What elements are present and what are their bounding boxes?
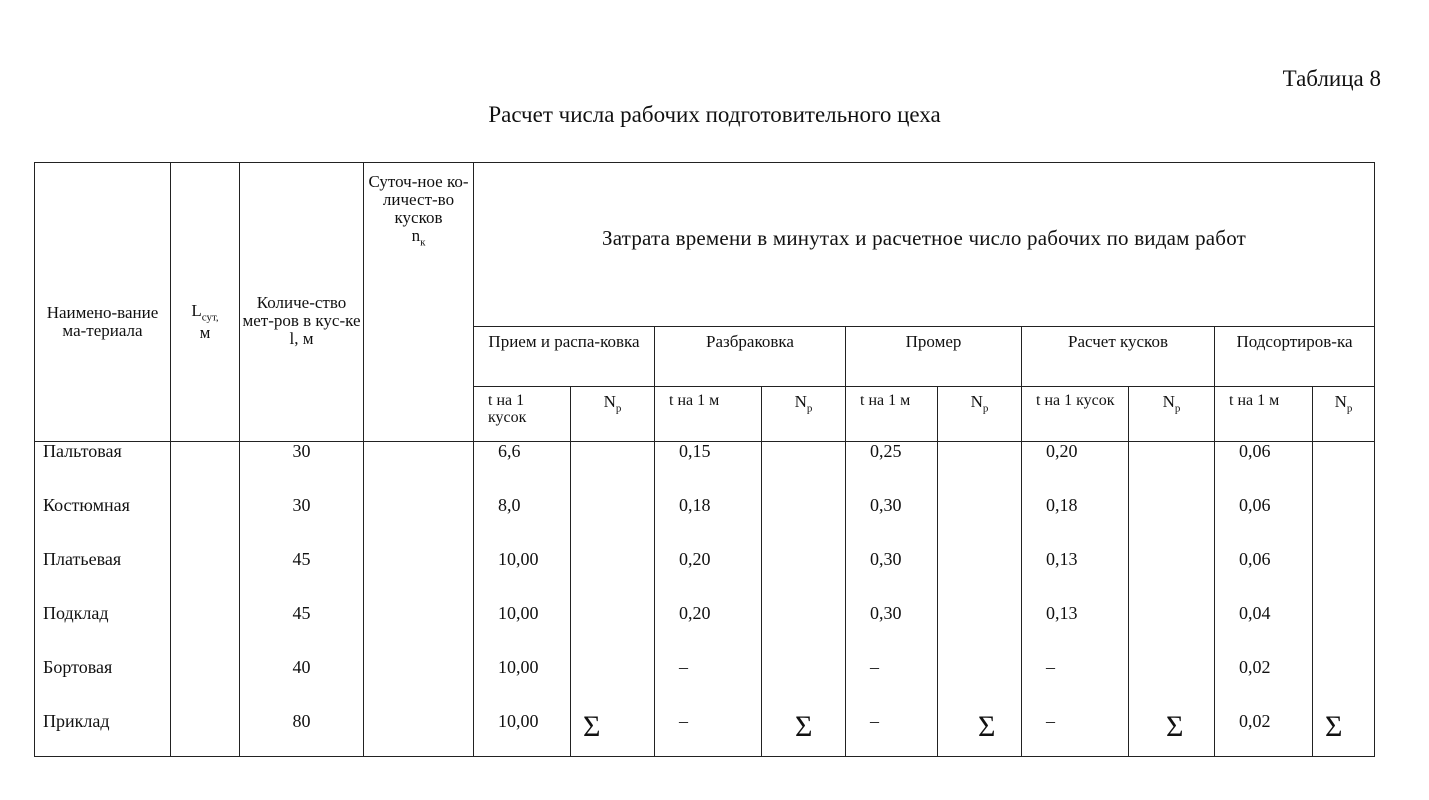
np-subscript: р xyxy=(615,402,622,415)
t-sorting: 0,06 xyxy=(1215,442,1313,497)
lsut-cell xyxy=(171,658,240,712)
header-meters-label: Количе-ство мет-ров в кус-ке l, м xyxy=(242,293,361,348)
material-name: Пальтовая xyxy=(35,442,171,497)
header-lsut-unit: м xyxy=(199,323,211,343)
pieces-cell xyxy=(364,658,474,712)
t-measuring: 0,25 xyxy=(846,442,938,497)
t-piece-calc: 0,13 xyxy=(1022,604,1129,658)
t-piece-calc: 0,18 xyxy=(1022,496,1129,550)
t-inspection: – xyxy=(655,712,762,757)
workers-calculation-table xyxy=(34,162,1375,757)
header-work-sorting: Подсортиров-ка xyxy=(1215,327,1375,387)
t-inspection: 0,20 xyxy=(655,604,762,658)
np-cell xyxy=(571,658,655,712)
sum-symbol-receiving: Σ xyxy=(583,710,601,743)
t-receiving: 6,6 xyxy=(474,442,571,497)
np-symbol: N xyxy=(970,391,983,411)
t-sorting: 0,02 xyxy=(1215,658,1313,712)
table-title: Расчет числа рабочих подготовительного цеха xyxy=(488,102,941,127)
np-cell xyxy=(938,550,1022,604)
meters-cell: 45 xyxy=(240,550,364,604)
header-meters xyxy=(240,163,364,442)
lsut-cell xyxy=(171,442,240,497)
np-cell xyxy=(1129,658,1215,712)
header-t-per-meter-5: t на 1 м xyxy=(1215,386,1313,441)
t-measuring: – xyxy=(846,658,938,712)
np-cell xyxy=(571,604,655,658)
np-cell xyxy=(762,658,846,712)
material-name: Платьевая xyxy=(35,550,171,604)
np-symbol: N xyxy=(1334,391,1347,411)
t-sorting: 0,06 xyxy=(1215,550,1313,604)
sum-symbol-sorting: Σ xyxy=(1325,710,1343,743)
sum-symbol-piece-calc: Σ xyxy=(1166,710,1184,743)
material-name: Бортовая xyxy=(35,658,171,712)
np-cell xyxy=(571,496,655,550)
np-symbol: N xyxy=(603,391,616,411)
t-inspection: 0,18 xyxy=(655,496,762,550)
np-cell xyxy=(1313,658,1375,712)
meters-cell: 30 xyxy=(240,496,364,550)
np-cell xyxy=(938,658,1022,712)
t-piece-calc: 0,13 xyxy=(1022,550,1129,604)
pieces-cell xyxy=(364,550,474,604)
meters-cell: 30 xyxy=(240,442,364,497)
np-cell xyxy=(762,604,846,658)
table-row xyxy=(35,658,1375,712)
header-work-inspection: Разбраковка xyxy=(655,327,846,387)
t-piece-calc: – xyxy=(1022,658,1129,712)
header-np-5 xyxy=(1313,386,1375,441)
table-header xyxy=(35,163,1375,442)
np-subscript: р xyxy=(806,402,813,415)
header-t-per-piece-1: t на 1 кусок xyxy=(474,386,571,441)
t-measuring: 0,30 xyxy=(846,604,938,658)
np-cell xyxy=(762,550,846,604)
np-cell xyxy=(1129,442,1215,497)
np-symbol: N xyxy=(794,391,807,411)
np-subscript: р xyxy=(982,402,989,415)
t-measuring: 0,30 xyxy=(846,496,938,550)
t-inspection: 0,20 xyxy=(655,550,762,604)
pieces-cell xyxy=(364,496,474,550)
header-np-1 xyxy=(571,386,655,441)
sum-symbol-inspection: Σ xyxy=(795,710,813,743)
header-t-per-meter-2: t на 1 м xyxy=(655,386,762,441)
t-measuring: – xyxy=(846,712,938,757)
lsut-cell xyxy=(171,604,240,658)
np-cell xyxy=(762,496,846,550)
t-piece-calc: 0,20 xyxy=(1022,442,1129,497)
header-lsut xyxy=(171,163,240,442)
header-material: Наимено-вание ма-териала xyxy=(35,163,171,442)
pieces-cell xyxy=(364,604,474,658)
header-pieces-subscript: к xyxy=(420,235,426,248)
np-cell xyxy=(1129,604,1215,658)
t-piece-calc: – xyxy=(1022,712,1129,757)
lsut-cell xyxy=(171,550,240,604)
header-np-3 xyxy=(938,386,1022,441)
header-lsut-subscript: сут, xyxy=(201,311,219,324)
np-cell xyxy=(1129,496,1215,550)
sum-row xyxy=(0,710,1429,750)
meters-cell: 45 xyxy=(240,604,364,658)
table-number: Таблица 8 xyxy=(1282,66,1381,91)
np-cell xyxy=(762,442,846,497)
np-cell xyxy=(1129,550,1215,604)
table-row xyxy=(35,496,1375,550)
header-work-piece-calc: Расчет кусков xyxy=(1022,327,1215,387)
material-name: Подклад xyxy=(35,604,171,658)
t-receiving: 10,00 xyxy=(474,550,571,604)
t-receiving: 10,00 xyxy=(474,658,571,712)
np-cell xyxy=(938,496,1022,550)
meters-cell: 40 xyxy=(240,658,364,712)
header-work-measuring: Промер xyxy=(846,327,1022,387)
pieces-cell xyxy=(364,442,474,497)
np-cell xyxy=(938,604,1022,658)
lsut-cell xyxy=(171,496,240,550)
np-cell xyxy=(1313,442,1375,497)
material-name: Приклад xyxy=(35,712,171,757)
t-receiving: 10,00 xyxy=(474,604,571,658)
t-inspection: 0,15 xyxy=(655,442,762,497)
t-sorting: 0,04 xyxy=(1215,604,1313,658)
np-subscript: р xyxy=(1346,402,1353,415)
t-sorting: 0,02 xyxy=(1215,712,1313,757)
np-cell xyxy=(1313,496,1375,550)
table-row xyxy=(35,442,1375,497)
header-t-per-meter-3: t на 1 м xyxy=(846,386,938,441)
np-cell xyxy=(571,442,655,497)
header-np-4 xyxy=(1129,386,1215,441)
t-receiving: 10,00 xyxy=(474,712,571,757)
header-pieces-symbol: n xyxy=(411,225,421,245)
table-row xyxy=(35,550,1375,604)
np-cell xyxy=(1313,604,1375,658)
header-work-receiving: Прием и распа-ковка xyxy=(474,327,655,387)
table-row xyxy=(35,604,1375,658)
header-t-per-piece-4: t на 1 кусок xyxy=(1022,386,1129,441)
np-cell xyxy=(938,442,1022,497)
header-time-group: Затрата времени в минутах и расчетное число рабочих по видам работ xyxy=(474,163,1375,327)
np-subscript: р xyxy=(1174,402,1181,415)
t-receiving: 8,0 xyxy=(474,496,571,550)
sum-symbol-measuring: Σ xyxy=(978,710,996,743)
header-np-2 xyxy=(762,386,846,441)
t-inspection: – xyxy=(655,658,762,712)
np-cell xyxy=(1313,550,1375,604)
header-lsut-symbol: L xyxy=(191,301,202,321)
np-cell xyxy=(571,550,655,604)
header-pieces-label: Суточ-ное ко-личест-во кусков xyxy=(368,172,469,227)
t-measuring: 0,30 xyxy=(846,550,938,604)
t-sorting: 0,06 xyxy=(1215,496,1313,550)
np-symbol: N xyxy=(1162,391,1175,411)
meters-cell: 80 xyxy=(240,712,364,757)
material-name: Костюмная xyxy=(35,496,171,550)
header-pieces xyxy=(364,163,474,442)
